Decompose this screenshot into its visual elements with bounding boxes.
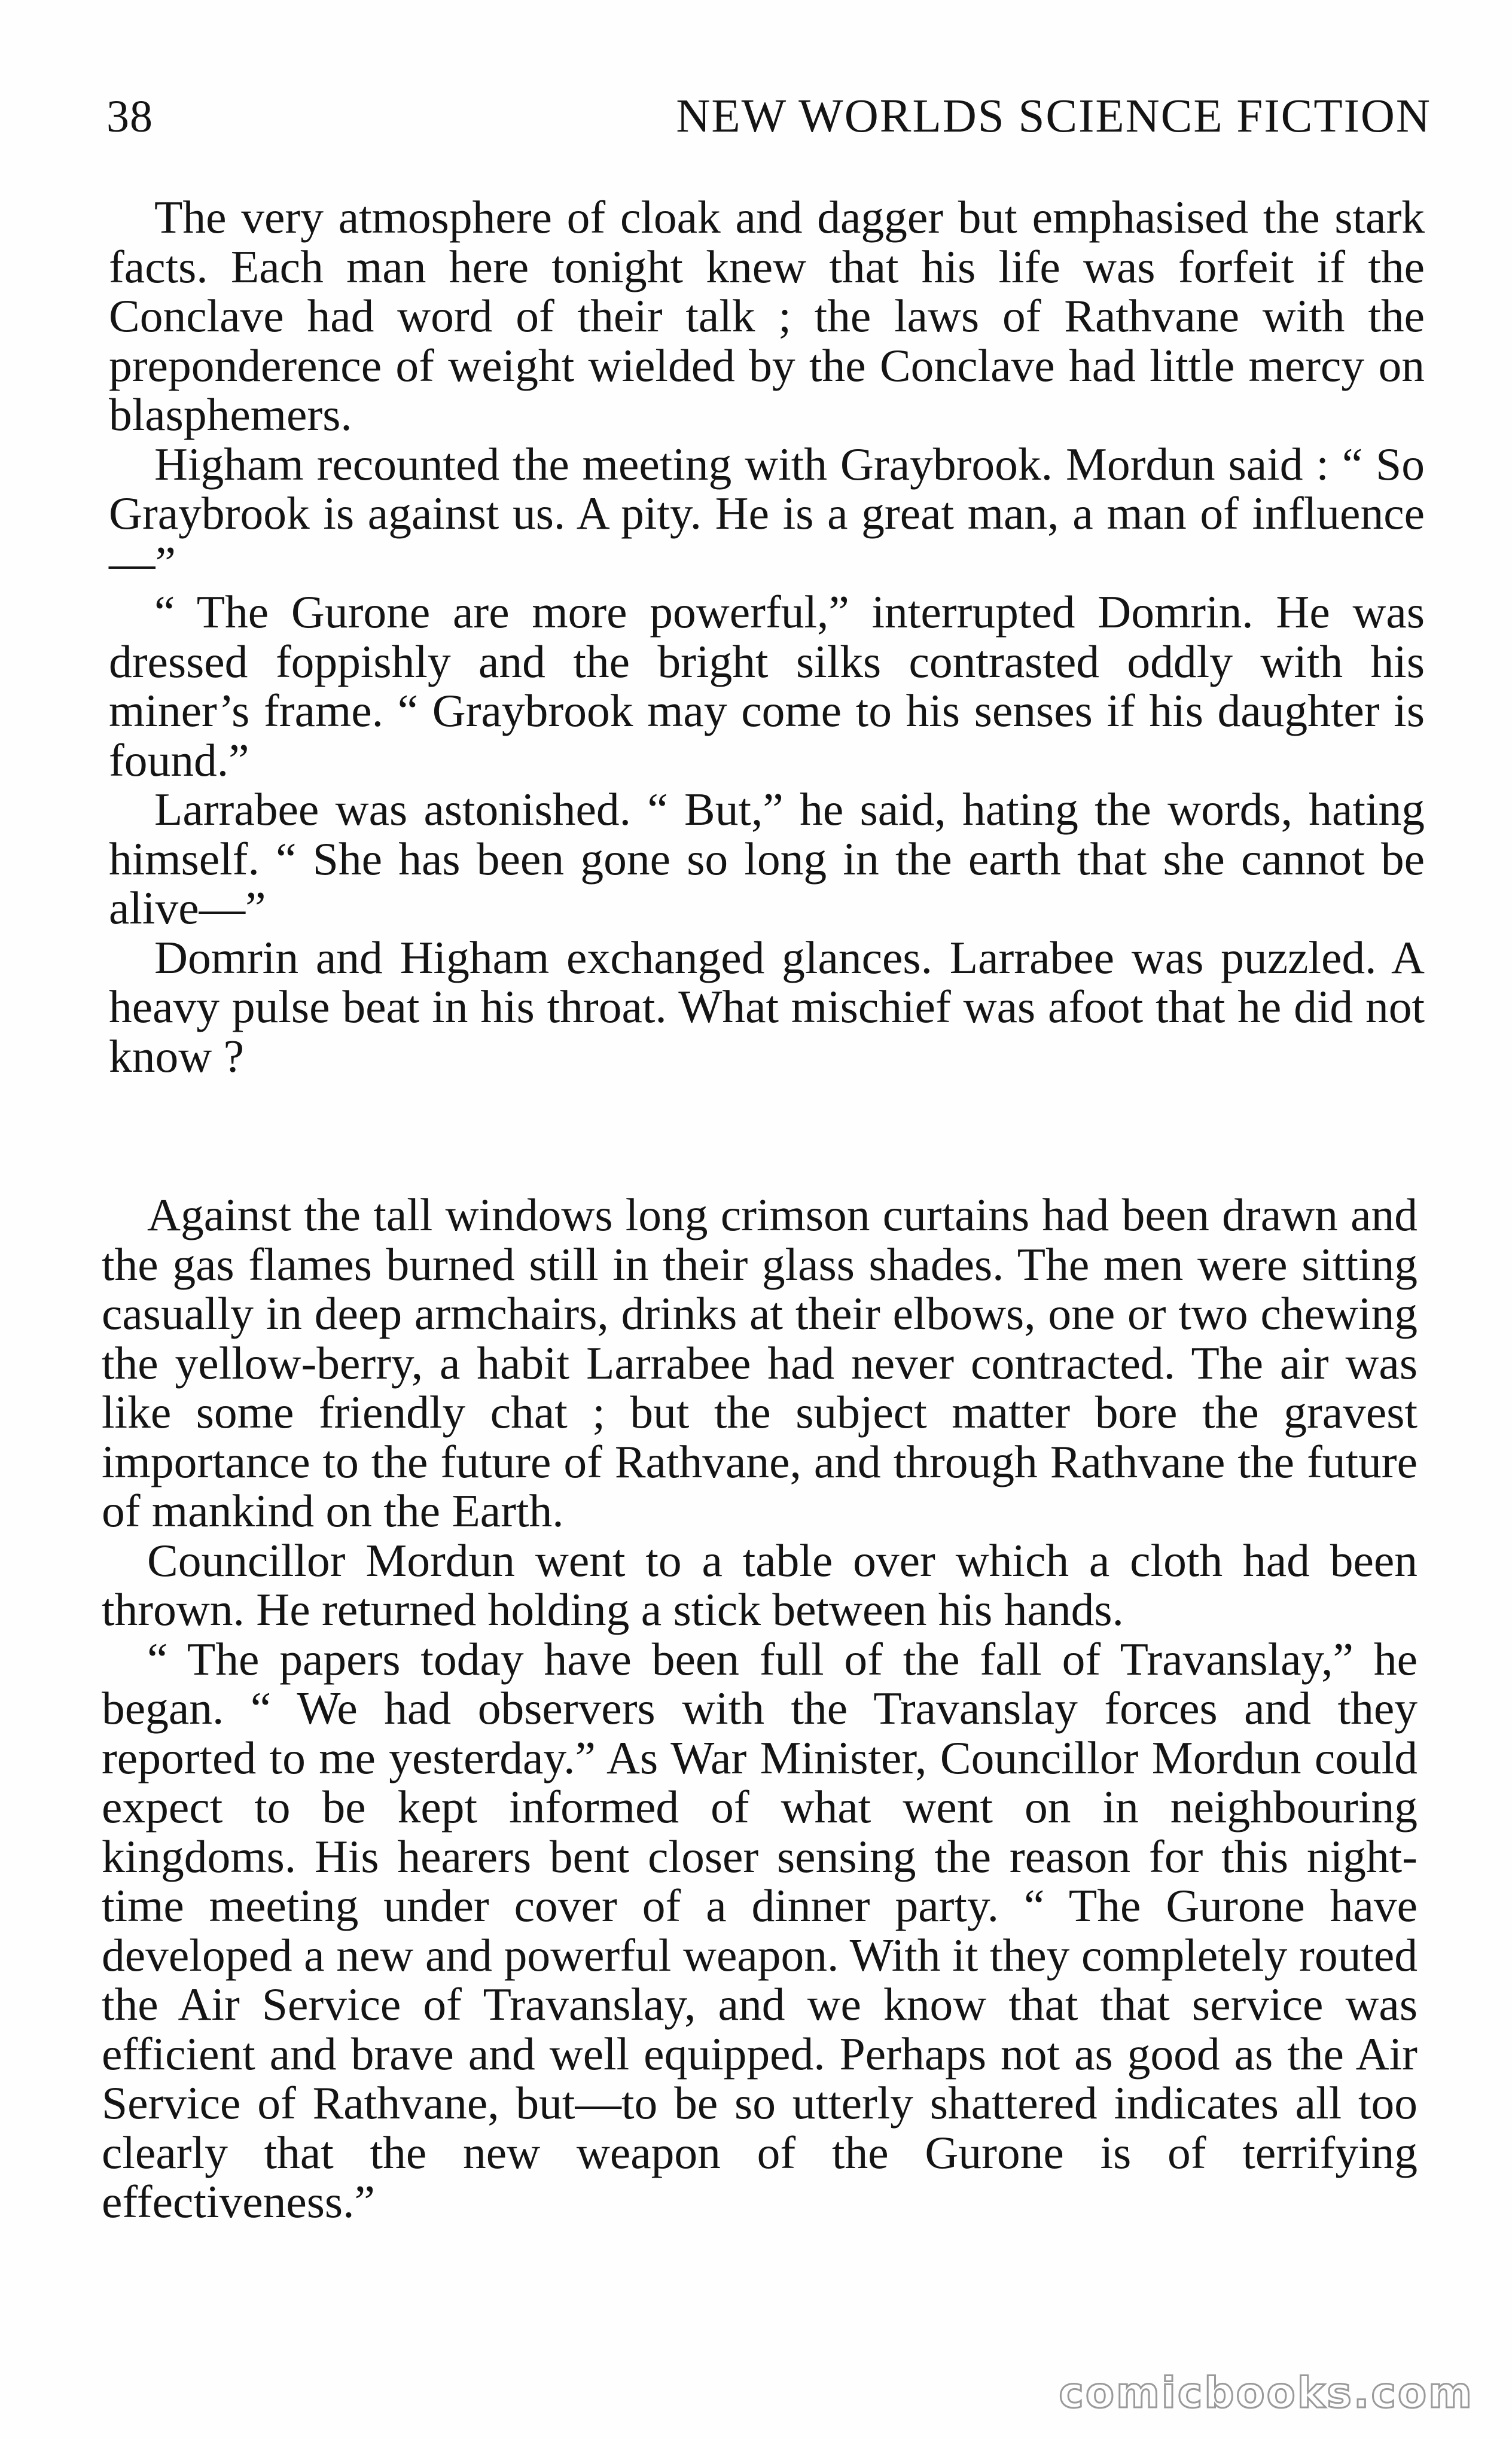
text-section-1 xyxy=(109,193,1425,1081)
paragraph: Larrabee was astonished. “ But,” he said, hating the words, hating himself. “ She has been gone so long in the earth that she cannot be alive—” xyxy=(109,783,1425,934)
paragraph: Councillor Mordun went to a table over which a cloth had been thrown. He returned holding a stick between his hands. xyxy=(102,1534,1418,1635)
page-header xyxy=(106,90,1431,156)
running-title: NEW WORLDS SCIENCE FICTION xyxy=(676,90,1431,142)
paragraph: The very atmosphere of cloak and dagger but emphasised the stark facts. Each man here tonight knew that his life was forfeit if the Conclave had word of their talk ; the laws of Rathvane with the preponderence of weight wielded by the Conclave had little mercy on blasphemers. xyxy=(109,191,1425,440)
paragraph: Against the tall windows long crimson curtains had been drawn and the gas flames burned still in their glass shades. The men were sitting casually in deep armchairs, drinks at their elbows, one or two chewing the yellow-berry, a habit Larrabee had never contracted. The air was like some friendly chat ; but the subject matter bore the gravest importance to the future of Rathvane, and through Rathvane the future of mankind on the Earth. xyxy=(102,1189,1418,1536)
watermark-logo: comicbooks.com xyxy=(1059,2368,1474,2417)
page-number: 38 xyxy=(106,92,153,142)
paragraph: Domrin and Higham exchanged glances. Larrabee was puzzled. A heavy pulse beat in his throat. What mischief was afoot that he did not know ? xyxy=(109,931,1425,1082)
paragraph: “ The Gurone are more powerful,” interrupted Domrin. He was dressed foppishly and the bright silks contrasted oddly with his miner’s frame. “ Graybrook may come to his senses if his daughter is found.” xyxy=(109,586,1425,786)
paragraph: Higham recounted the meeting with Graybrook. Mordun said : “ So Graybrook is against us. A pity. He is a great man, a man of influence—” xyxy=(109,438,1425,589)
text-section-2 xyxy=(102,1190,1418,2227)
paragraph: “ The papers today have been full of the fall of Travanslay,” he began. “ We had observers with the Travanslay forces and they reported to me yesterday.” As War Minister, Councillor Mordun could expect to be kept informed of what went on in neighbouring kingdoms. His hearers bent closer sensing the reason for this night-time meeting under cover of a dinner party. “ The Gurone have developed a new and powerful weapon. With it they completely routed the Air Service of Travanslay, and we know that that service was efficient and brave and well equipped. Perhaps not as good as the Air Service of Rathvane, but—to be so utterly shattered indicates all too clearly that the new weapon of the Gurone is of terrifying effectiveness.” xyxy=(102,1633,1418,2227)
